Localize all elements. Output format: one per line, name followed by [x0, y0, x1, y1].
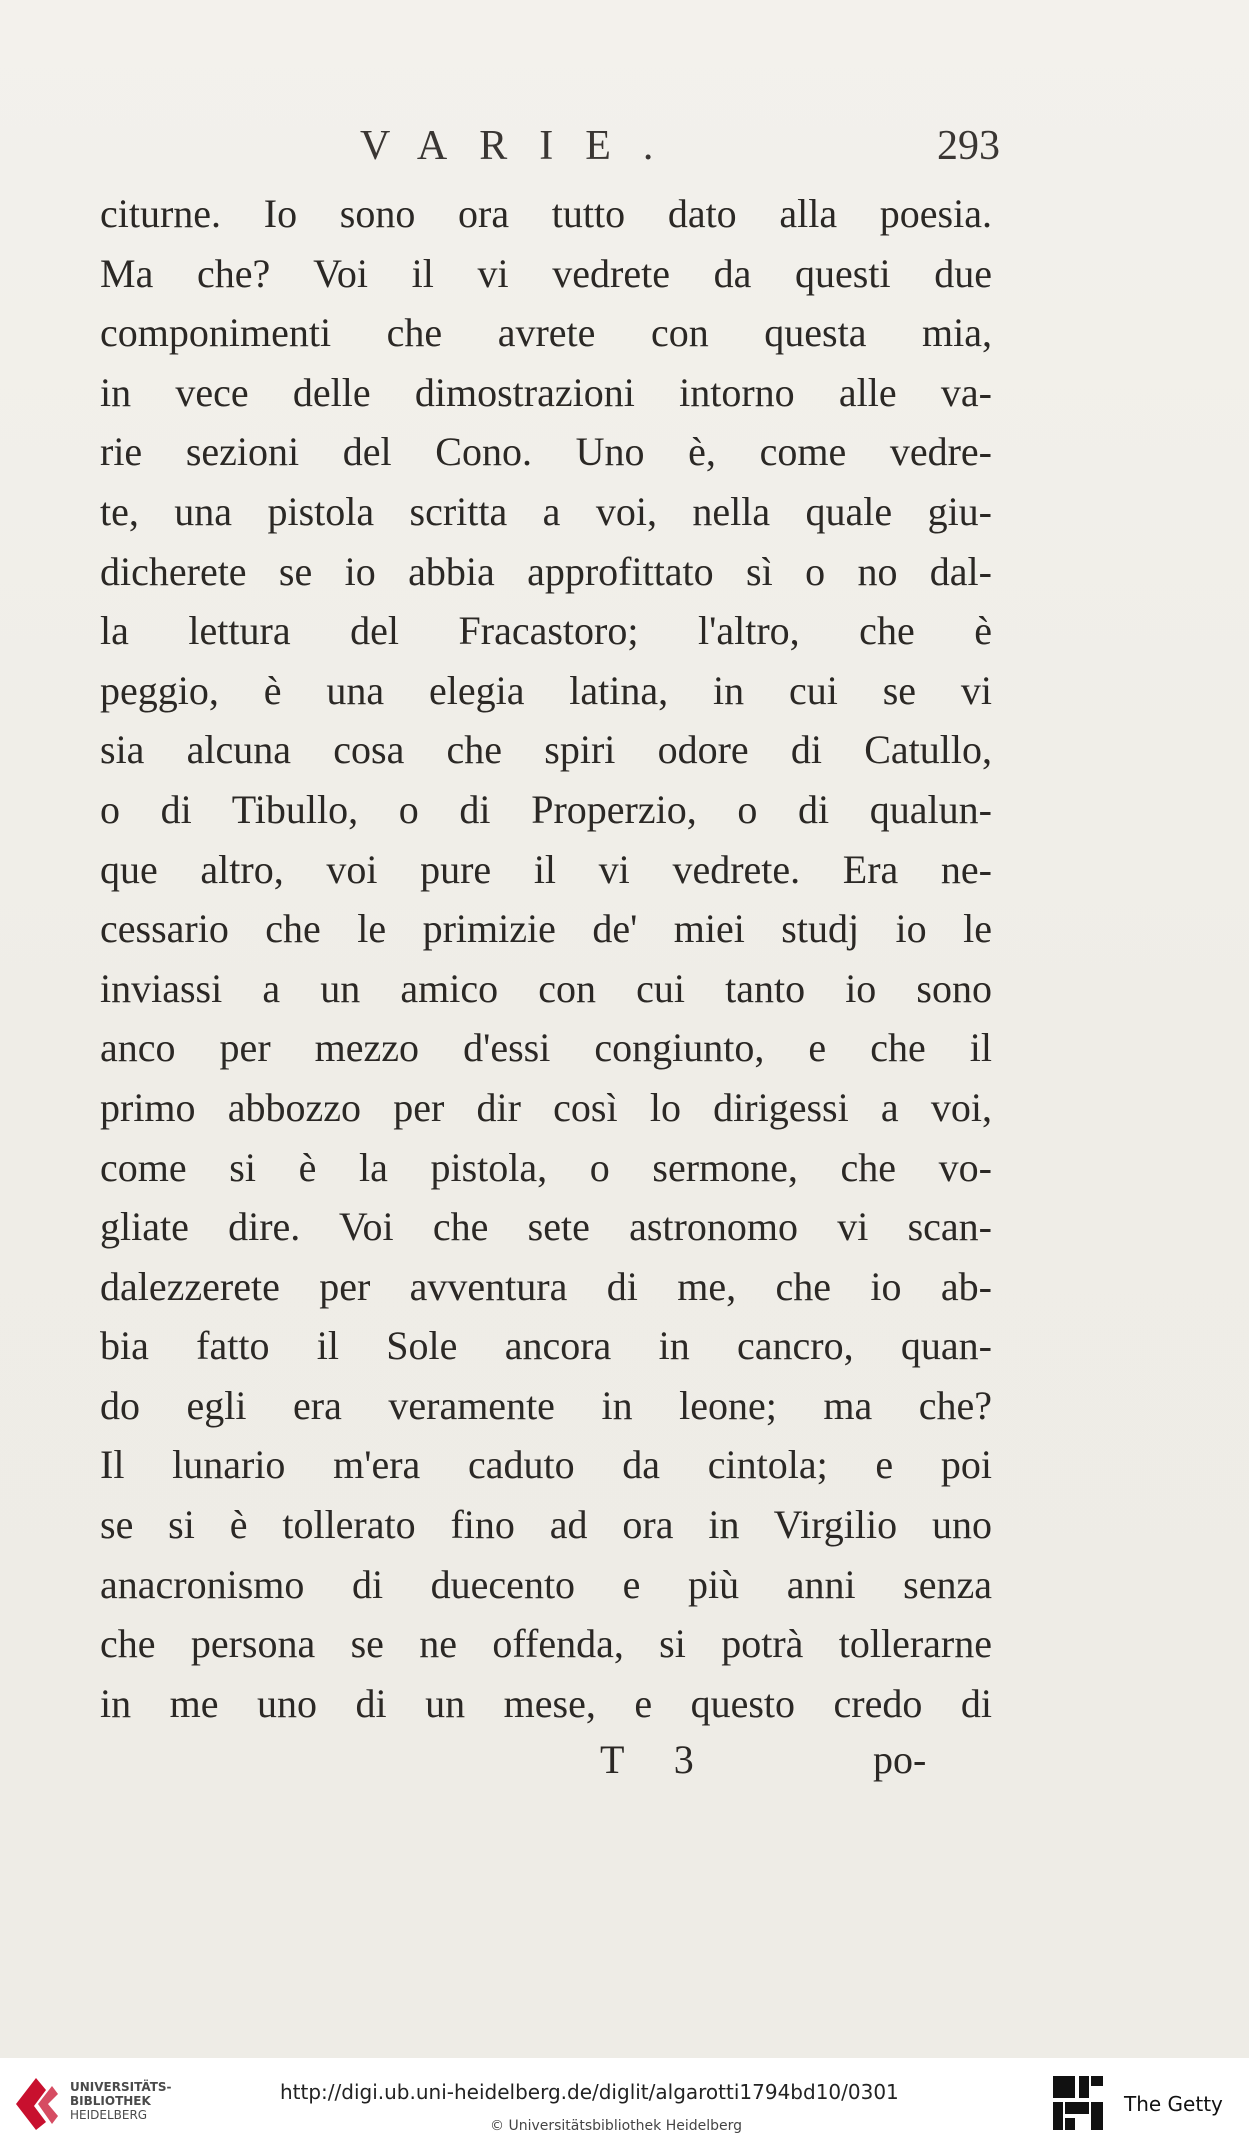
text-line: in me uno di un mese, e questo credo di — [100, 1680, 992, 1726]
text-line: come si è la pistola, o sermone, che vo- — [100, 1144, 992, 1190]
signature-row — [100, 1736, 992, 1796]
getty-label: The Getty — [1124, 2092, 1223, 2116]
text-line: do egli era veramente in leone; ma che? — [100, 1382, 992, 1428]
library-name-line1: UNIVERSITÄTS- — [70, 2080, 172, 2094]
heidelberg-library-logo-icon — [12, 2074, 62, 2132]
text-line: gliate dire. Voi che sete astronomo vi scan- — [100, 1204, 992, 1250]
text-line: citurne. Io sono ora tutto dato alla poesia. — [100, 191, 992, 236]
page-number: 293 — [937, 123, 1000, 169]
text-line: que altro, voi pure il vi vedrete. Era ne- — [100, 846, 992, 892]
text-line: dalezzerete per avventura di me, che io ab- — [100, 1263, 992, 1309]
text-line: o di Tibullo, o di Properzio, o di qualun- — [100, 786, 992, 832]
text-line: componimenti che avrete con questa mia, — [100, 310, 992, 356]
permalink-url[interactable]: http://digi.ub.uni-heidelberg.de/diglit/algarotti1794bd10/0301 — [280, 2080, 899, 2104]
footer-bar — [0, 2058, 1249, 2150]
text-line: Ma che? Voi il vi vedrete da questi due — [100, 250, 992, 296]
signature-mark: T 3 — [600, 1737, 714, 1782]
text-line: sia alcuna cosa che spiri odore di Catullo, — [100, 727, 992, 773]
text-line: la lettura del Fracastoro; l'altro, che è — [100, 608, 992, 654]
running-head-title: VARIE. — [360, 123, 686, 169]
text-line: te, una pistola scritta a voi, nella quale giu- — [100, 488, 992, 534]
text-line: cessario che le primizie de' miei studj io le — [100, 906, 992, 952]
library-name-line3: HEIDELBERG — [70, 2108, 148, 2122]
text-line: anco per mezzo d'essi congiunto, e che il — [100, 1025, 992, 1071]
library-name — [70, 2080, 172, 2122]
text-line: se si è tollerato fino ad ora in Virgilio uno — [100, 1502, 992, 1548]
text-line: inviassi a un amico con cui tanto io sono — [100, 965, 992, 1011]
copyright-notice: © Universitätsbibliothek Heidelberg — [490, 2118, 743, 2134]
library-name-line2: BIBLIOTHEK — [70, 2094, 151, 2108]
text-line: anacronismo di duecento e più anni senza — [100, 1561, 992, 1607]
catchword: po- — [873, 1737, 927, 1782]
text-line: rie sezioni del Cono. Uno è, come vedre- — [100, 429, 992, 475]
text-line: peggio, è una elegia latina, in cui se vi — [100, 667, 992, 713]
text-line: bia fatto il Sole ancora in cancro, quan- — [100, 1323, 992, 1369]
text-line: Il lunario m'era caduto da cintola; e poi — [100, 1442, 992, 1488]
text-line: primo abbozzo per dir così lo dirigessi a voi, — [100, 1084, 992, 1130]
text-line: dicherete se io abbia approfittato sì o no dal- — [100, 548, 992, 594]
running-head — [100, 122, 1000, 182]
text-line: che persona se ne offenda, si potrà tollerarne — [100, 1621, 992, 1667]
body-text — [100, 184, 992, 1733]
getty-logo-icon — [1051, 2074, 1105, 2134]
text-line: in vece delle dimostrazioni intorno alle va- — [100, 369, 992, 415]
